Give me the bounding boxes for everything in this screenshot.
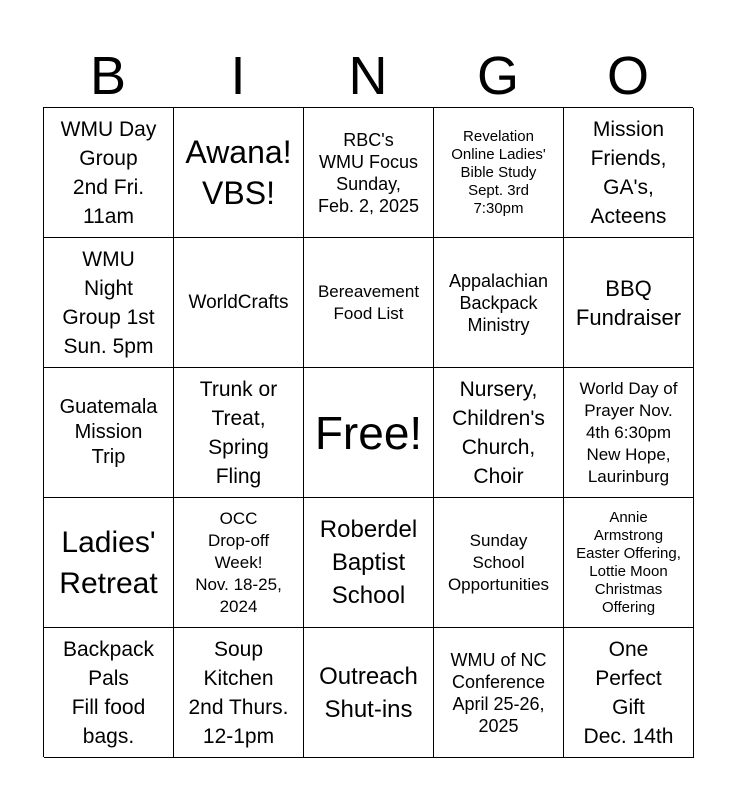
bingo-cell[interactable] — [44, 108, 174, 238]
bingo-cell[interactable] — [434, 368, 564, 498]
header-letter-b: B — [89, 46, 127, 106]
bingo-cell[interactable] — [44, 628, 174, 758]
bingo-cell[interactable] — [174, 498, 304, 628]
cell-text: WMU Night Group 1st Sun. 5pm — [62, 247, 155, 358]
bingo-cell[interactable] — [304, 108, 434, 238]
bingo-cell[interactable] — [564, 368, 694, 498]
bingo-cell[interactable] — [564, 108, 694, 238]
cell-text: World Day of Prayer Nov. 4th 6:30pm New Hope, Laurinburg — [579, 378, 678, 486]
bingo-card-grid — [43, 107, 693, 757]
bingo-cell[interactable] — [44, 498, 174, 628]
cell-text: OCC Drop-off Week! Nov. 18-25, 2024 — [195, 508, 282, 616]
bingo-cell[interactable] — [434, 628, 564, 758]
header-letter-g: G — [476, 46, 519, 106]
bingo-cell[interactable] — [564, 498, 694, 628]
cell-text: Backpack Pals Fill food bags. — [62, 637, 155, 748]
cell-text: Bereavement Food List — [317, 281, 420, 323]
cell-text: Annie Armstrong Easter Offering, Lottie Moon Christmas Offering — [576, 508, 681, 616]
cell-text: Free! — [314, 406, 423, 459]
cell-text: Nursery, Children's Church, Choir — [452, 377, 545, 488]
bingo-cell[interactable] — [174, 368, 304, 498]
bingo-cell[interactable] — [174, 108, 304, 238]
cell-text: Trunk or Treat, Spring Fling — [199, 377, 278, 488]
cell-text: Awana! VBS! — [185, 133, 292, 211]
cell-text: WMU Day Group 2nd Fri. 11am — [60, 117, 157, 228]
cell-text: WorldCrafts — [188, 292, 289, 313]
cell-text: Soup Kitchen 2nd Thurs. 12-1pm — [188, 637, 289, 748]
cell-text: Guatemala Mission Trip — [59, 396, 158, 468]
bingo-cell[interactable] — [174, 628, 304, 758]
bingo-cell[interactable] — [434, 238, 564, 368]
cell-text: Mission Friends, GA's, Acteens — [590, 117, 667, 228]
cell-text: Ladies' Retreat — [59, 525, 158, 600]
free-space[interactable] — [304, 368, 434, 498]
bingo-cell[interactable] — [304, 628, 434, 758]
bingo-cell[interactable] — [434, 108, 564, 238]
bingo-cell[interactable] — [44, 368, 174, 498]
bingo-cell[interactable] — [174, 238, 304, 368]
cell-text: Sunday School Opportunities — [447, 530, 550, 594]
cell-text: Revelation Online Ladies' Bible Study Sept. 3rd 7:30pm — [451, 127, 546, 217]
bingo-cell[interactable] — [304, 498, 434, 628]
bingo-cell[interactable] — [44, 238, 174, 368]
bingo-cell[interactable] — [564, 238, 694, 368]
cell-text: BBQ Fundraiser — [575, 275, 682, 330]
bingo-header — [43, 46, 693, 106]
cell-text: One Perfect Gift Dec. 14th — [583, 637, 674, 748]
header-letter-n: N — [348, 46, 388, 106]
cell-text: Appalachian Backpack Ministry — [448, 270, 549, 335]
header-letter-i: I — [230, 46, 246, 106]
bingo-cell[interactable] — [304, 238, 434, 368]
cell-text: Outreach Shut-ins — [319, 662, 418, 723]
cell-text: WMU of NC Conference April 25-26, 2025 — [450, 649, 547, 736]
cell-text: Roberdel Baptist School — [319, 516, 418, 609]
cell-text: RBC's WMU Focus Sunday, Feb. 2, 2025 — [317, 129, 420, 216]
bingo-cell[interactable] — [564, 628, 694, 758]
header-letter-o: O — [606, 46, 649, 106]
bingo-cell[interactable] — [434, 498, 564, 628]
